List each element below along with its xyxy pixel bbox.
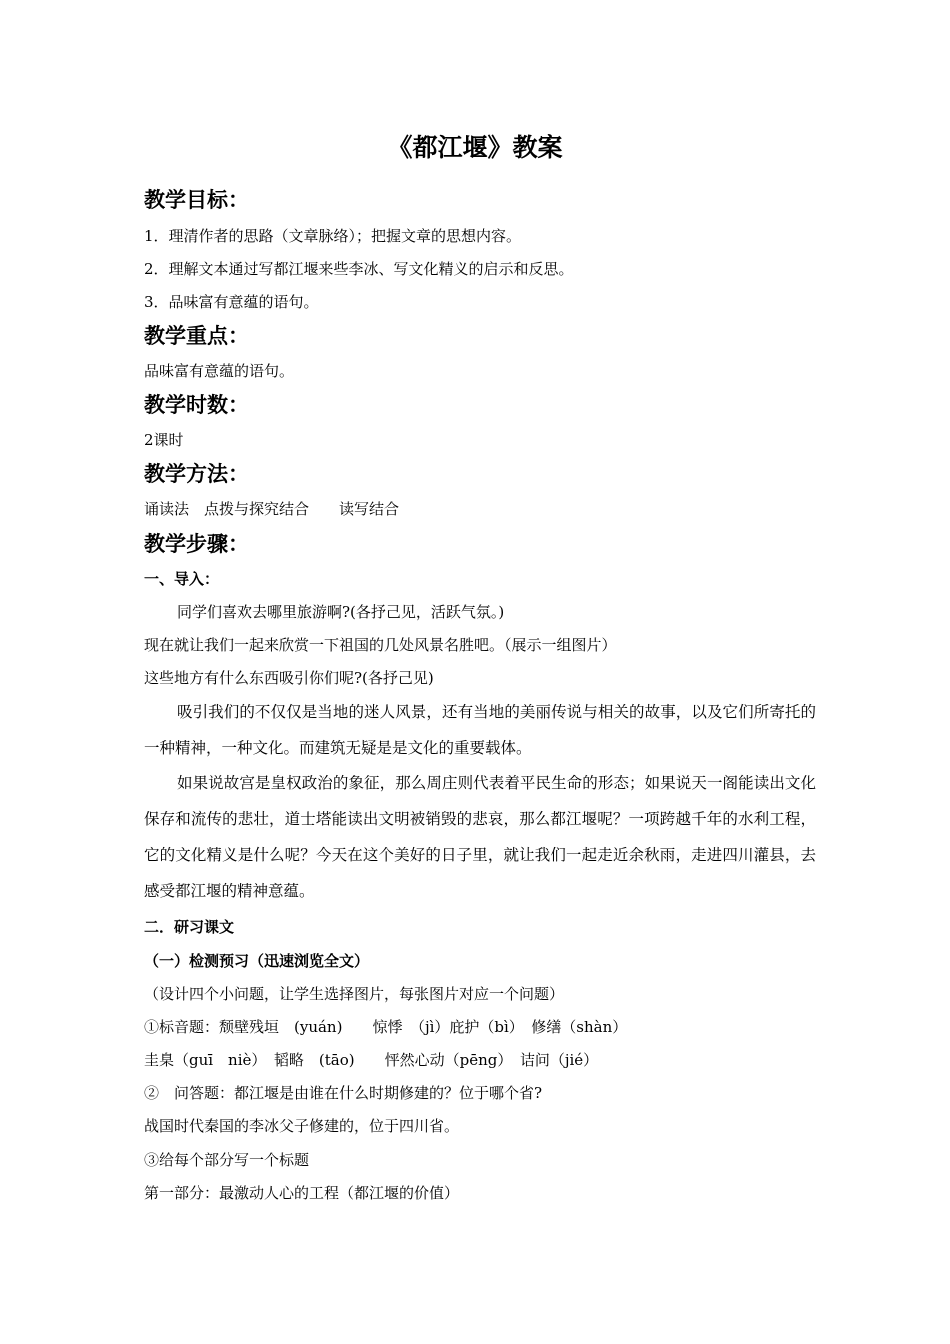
document-title: 《都江堰》教案: [387, 133, 563, 162]
part-1-title: 第一部分：最激动人心的工程（都江堰的价值）: [144, 1184, 460, 1202]
question-3: ③给每个部分写一个标题: [144, 1151, 310, 1169]
key-points-heading: 教学重点：: [144, 324, 249, 348]
question-1-line-1: ①标音题：颓壁残垣 (yuán) 惊悸 （jì）庇护（bì） 修缮（shàn）: [144, 1018, 628, 1036]
intro-line-2: 现在就让我们一起来欣赏一下祖国的几处风景名胜吧。（展示一组图片）: [144, 636, 617, 654]
objective-item-2: 2．理解文本通过写都江堰来些李冰、写文化精义的启示和反思。: [144, 260, 574, 278]
question-2: ② 问答题：都江堰是由谁在什么时期修建的？位于哪个省?: [144, 1084, 543, 1102]
intro-heading: 一、导入：: [144, 570, 220, 588]
preview-check-heading: （一）检测预习（迅速浏览全文）: [144, 952, 370, 970]
methods-heading: 教学方法：: [144, 462, 249, 486]
hours-heading: 教学时数：: [144, 393, 249, 417]
objectives-heading: 教学目标：: [144, 188, 249, 212]
preview-note: （设计四个小问题，让学生选择图片，每张图片对应一个问题）: [144, 985, 565, 1003]
intro-paragraph-2: 如果说故宫是皇权政治的象征，那么周庄则代表着平民生命的形态；如果说天一阁能读出文化保存和流传的悲壮，道士塔能读出文明被销毁的悲哀，那么都江堰呢？一项跨越千年的水利工程，它的文化精义是什么呢？今天在这个美好的日子里，就让我们一起走近余秋雨，走进四川灌县，去感受都江堰的精神意蕴。: [144, 774, 816, 900]
objective-item-1: 1．理清作者的思路（文章脉络）；把握文章的思想内容。: [144, 227, 522, 245]
intro-paragraph-1: 吸引我们的不仅仅是当地的迷人风景，还有当地的美丽传说与相关的故事，以及它们所寄托的一种精神，一种文化。而建筑无疑是是文化的重要载体。: [144, 703, 816, 757]
key-points-text: 品味富有意蕴的语句。: [144, 362, 295, 380]
methods-text: 诵读法 点拨与探究结合 读写结合: [144, 500, 400, 518]
steps-heading: 教学步骤：: [144, 532, 249, 556]
study-heading: 二．研习课文: [144, 918, 235, 936]
hours-text: 2课时: [144, 431, 184, 449]
intro-line-3: 这些地方有什么东西吸引你们呢?(各抒己见): [144, 669, 434, 687]
question-2-answer: 战国时代秦国的李冰父子修建的，位于四川省。: [144, 1117, 460, 1135]
question-1-line-2: 圭臬（guī niè） 韬略 (tāo) 怦然心动（pēng） 诘问（jié）: [144, 1051, 599, 1069]
objective-item-3: 3．品味富有意蕴的语句。: [144, 293, 319, 311]
intro-line-1: 同学们喜欢去哪里旅游啊?(各抒己见，活跃气氛。): [177, 603, 505, 621]
